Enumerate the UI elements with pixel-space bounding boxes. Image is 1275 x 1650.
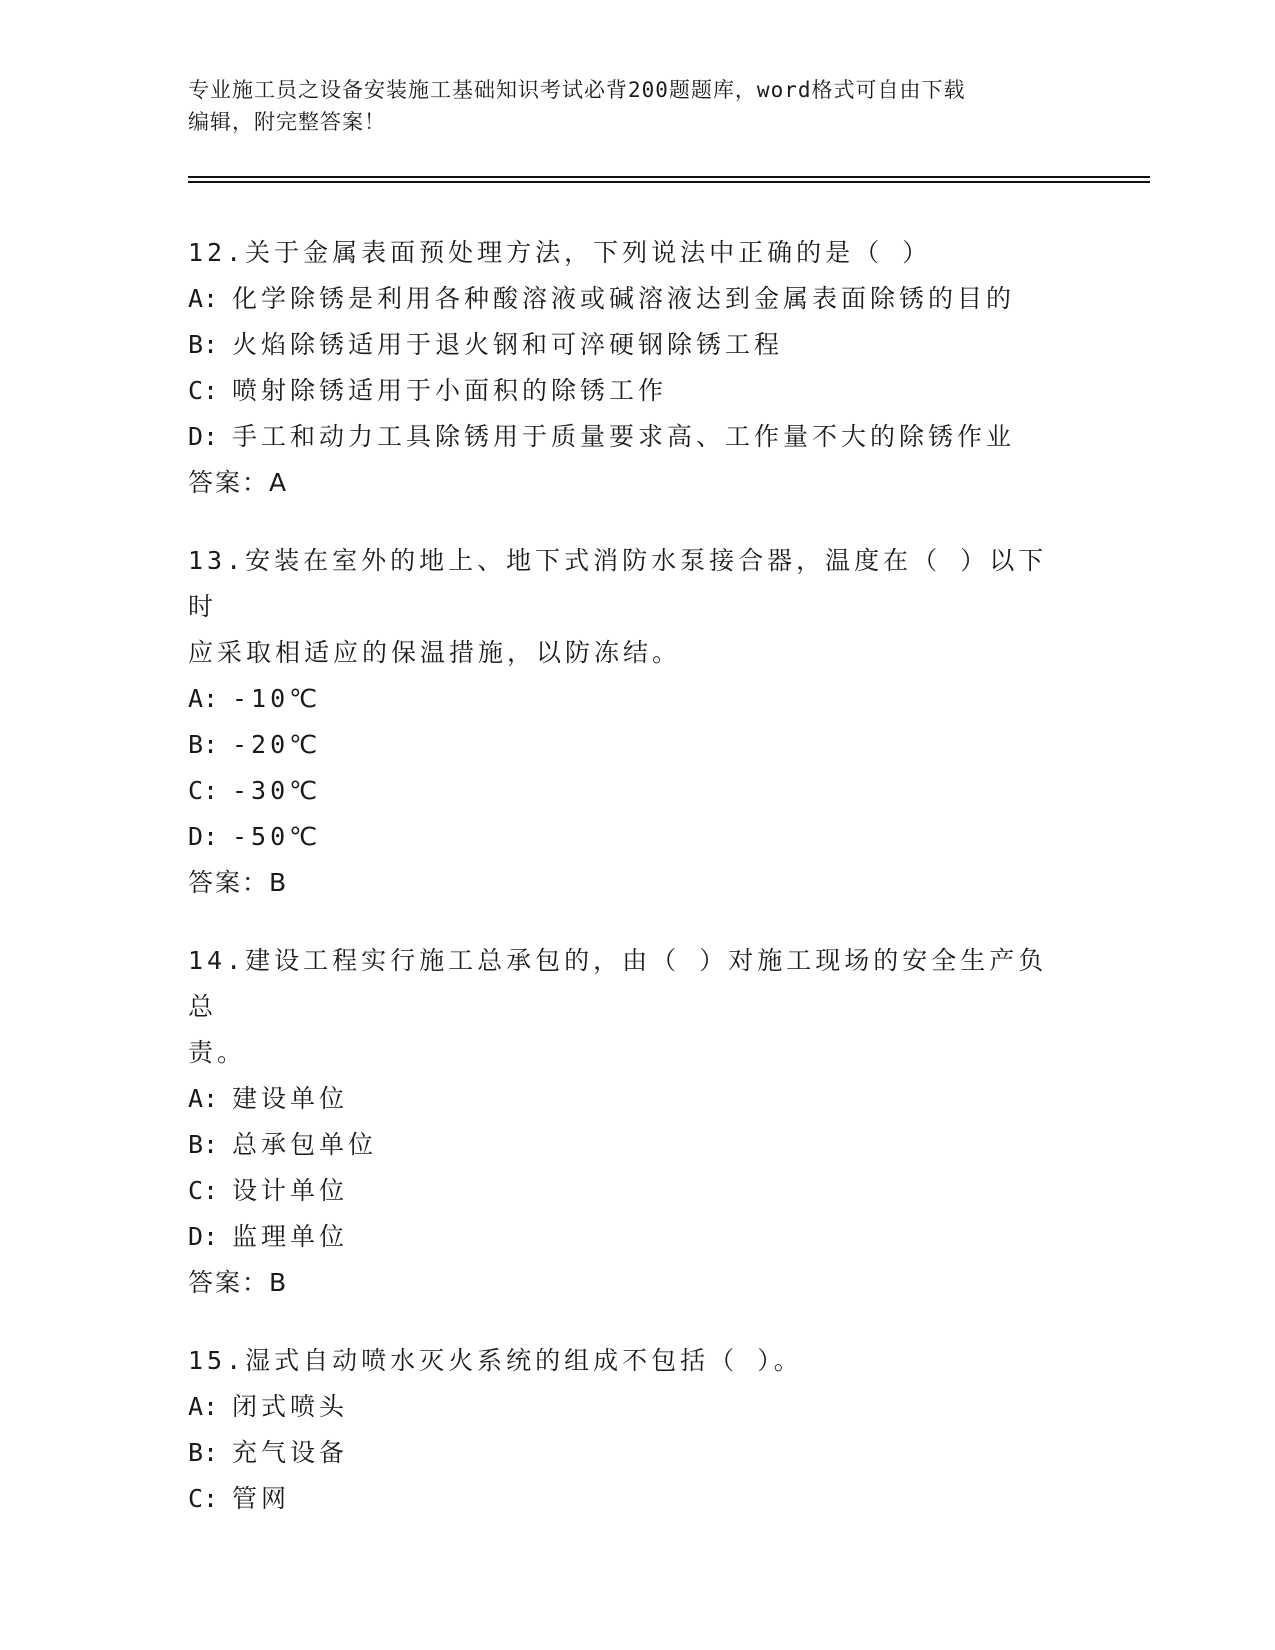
- answer-key: 答案：B: [188, 868, 289, 897]
- option-letter: C:: [188, 376, 219, 405]
- header-line-2: 编辑，附完整答案！: [188, 110, 386, 134]
- option-text: -50℃: [232, 822, 322, 851]
- question-stem-line: 责。: [188, 1038, 247, 1067]
- question-block: [188, 230, 1068, 506]
- question-block: [188, 1338, 1068, 1522]
- question-stem-line: 13.安装在室外的地上、地下式消防水泵接合器，温度在（ ）以下时: [188, 546, 1048, 621]
- option-text: 化学除锈是利用各种酸溶液或碱溶液达到金属表面除锈的目的: [232, 284, 1016, 313]
- answer-option: [188, 768, 1068, 814]
- answer-option: [188, 1384, 1068, 1430]
- header-line-1: 专业施工员之设备安装施工基础知识考试必背200题题库，word格式可自由下载: [188, 78, 966, 102]
- option-letter: B:: [188, 330, 219, 359]
- header-divider-top: [188, 176, 1150, 178]
- option-letter: B:: [188, 1130, 219, 1159]
- question-list: [188, 230, 1068, 1554]
- option-letter: D:: [188, 822, 219, 851]
- option-text: 管网: [232, 1484, 291, 1513]
- option-letter: A:: [188, 684, 219, 713]
- answer-option: [188, 1214, 1068, 1260]
- option-text: -20℃: [232, 730, 322, 759]
- option-text: 监理单位: [232, 1222, 349, 1251]
- option-text: 设计单位: [232, 1176, 349, 1205]
- answer-option: [188, 414, 1068, 460]
- answer-option: [188, 676, 1068, 722]
- option-text: -30℃: [232, 776, 322, 805]
- option-text: 充气设备: [232, 1438, 349, 1467]
- option-text: 闭式喷头: [232, 1392, 349, 1421]
- answer-option: [188, 722, 1068, 768]
- answer-option: [188, 1122, 1068, 1168]
- question-stem-line: 15.湿式自动喷水灭火系统的组成不包括（ ）。: [188, 1346, 803, 1375]
- header-divider-bottom: [188, 181, 1150, 183]
- option-letter: A:: [188, 1084, 219, 1113]
- question-block: [188, 938, 1068, 1306]
- option-letter: B:: [188, 1438, 219, 1467]
- option-letter: C:: [188, 1484, 219, 1513]
- option-letter: D:: [188, 1222, 219, 1251]
- answer-option: [188, 1168, 1068, 1214]
- option-letter: D:: [188, 422, 219, 451]
- answer-option: [188, 276, 1068, 322]
- option-text: 喷射除锈适用于小面积的除锈工作: [232, 376, 668, 405]
- option-text: 手工和动力工具除锈用于质量要求高、工作量不大的除锈作业: [232, 422, 1016, 451]
- option-letter: C:: [188, 776, 219, 805]
- question-stem-line: 12.关于金属表面预处理方法，下列说法中正确的是（ ）: [188, 238, 932, 267]
- option-letter: C:: [188, 1176, 219, 1205]
- answer-option: [188, 1476, 1068, 1522]
- option-letter: A:: [188, 284, 219, 313]
- option-text: 火焰除锈适用于退火钢和可淬硬钢除锈工程: [232, 330, 784, 359]
- answer-option: [188, 1076, 1068, 1122]
- answer-option: [188, 1430, 1068, 1476]
- answer-option: [188, 814, 1068, 860]
- answer-option: [188, 368, 1068, 414]
- question-stem-line: 应采取相适应的保温措施，以防冻结。: [188, 638, 682, 667]
- answer-key: 答案：B: [188, 1268, 289, 1297]
- option-text: 总承包单位: [232, 1130, 378, 1159]
- answer-option: [188, 322, 1068, 368]
- question-block: [188, 538, 1068, 906]
- option-text: -10℃: [232, 684, 322, 713]
- option-letter: B:: [188, 730, 219, 759]
- option-text: 建设单位: [232, 1084, 349, 1113]
- option-letter: A:: [188, 1392, 219, 1421]
- document-header: [188, 74, 1068, 138]
- answer-key: 答案：A: [188, 468, 289, 497]
- question-stem-line: 14.建设工程实行施工总承包的，由（ ）对施工现场的安全生产负总: [188, 946, 1048, 1021]
